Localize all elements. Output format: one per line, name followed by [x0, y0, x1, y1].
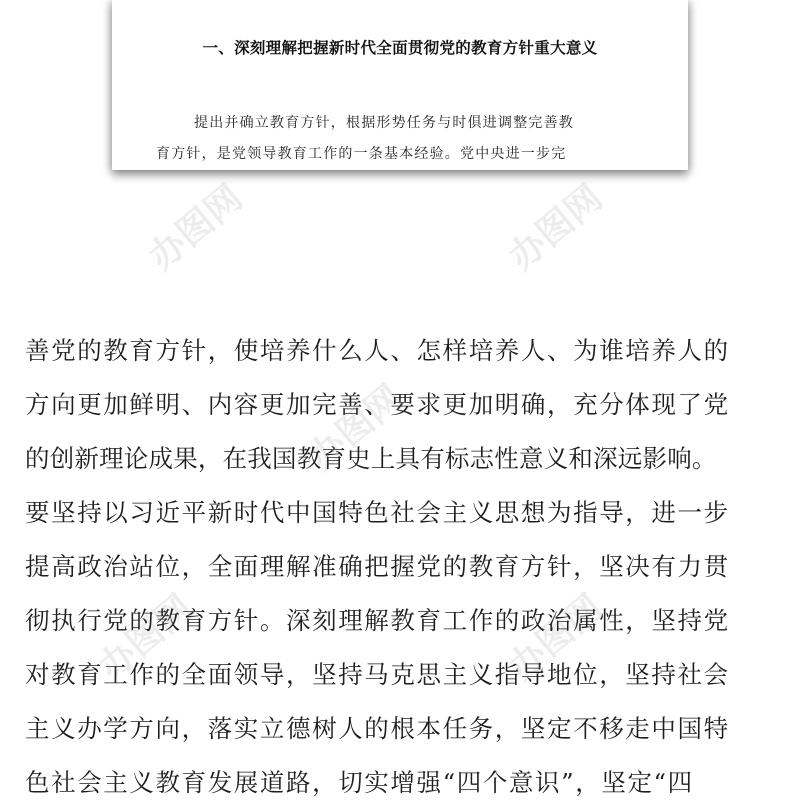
body-line: 提高政治站位，全面理解准确把握党的教育方针，坚决有力贯 — [25, 552, 730, 581]
body-line: 的创新理论成果，在我国教育史上具有标志性意义和深远影响。 — [25, 444, 717, 473]
section-heading: 一、深刻理解把握新时代全面贯彻党的教育方针重大意义 — [202, 39, 598, 57]
body-line: 主义办学方向，落实立德树人的根本任务，坚定不移走中国特 — [25, 714, 730, 743]
body-line: 彻执行党的教育方针。深刻理解教育工作的政治属性，坚持党 — [25, 606, 730, 635]
body-line: 对教育工作的全面领导，坚持马克思主义指导地位，坚持社会 — [25, 660, 730, 689]
body-line: 方向更加鲜明、内容更加完善、要求更加明确，充分体现了党 — [25, 390, 730, 419]
watermark: 办图网 — [501, 587, 611, 689]
document-page-preview — [112, 0, 688, 170]
watermark: 办图网 — [141, 177, 251, 279]
card-line: 育方针，是党领导教育工作的一条基本经验。党中央进一步完 — [156, 146, 567, 162]
card-line: 提出并确立教育方针，根据形势任务与时俱进调整完善教 — [194, 115, 574, 131]
body-line: 色社会主义教育发展道路，切实增强“四个意识”，坚定“四 — [25, 768, 694, 797]
watermark: 办图网 — [501, 177, 611, 279]
card-paragraph — [156, 108, 652, 170]
body-line: 要坚持以习近平新时代中国特色社会主义思想为指导，进一步 — [25, 498, 730, 527]
body-paragraph — [25, 324, 785, 810]
watermark: 办图网 — [301, 377, 411, 479]
watermark: 办图网 — [91, 587, 201, 689]
body-line: 善党的教育方针，使培养什么人、怎样培养人、为谁培养人的 — [25, 336, 730, 365]
